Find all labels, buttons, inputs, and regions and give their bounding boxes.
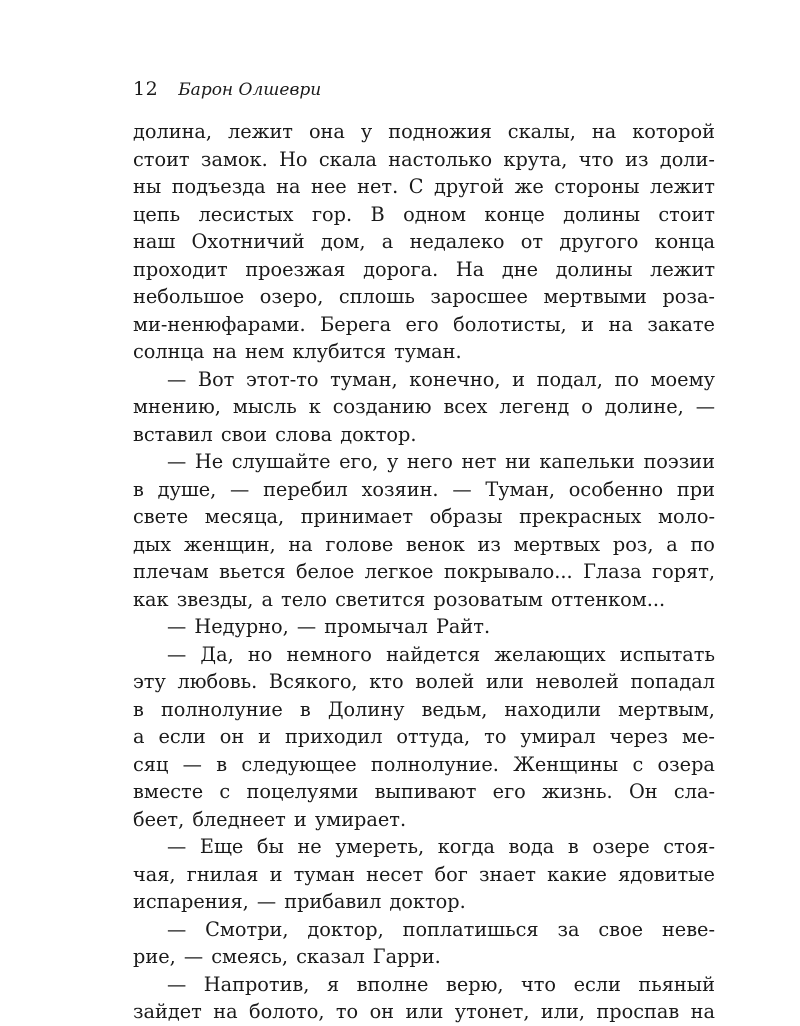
text-line: — Да, но немного найдется желающих испытать	[167, 642, 715, 666]
text-line: плечам вьется белое легкое покрывало... Глаза горят,	[133, 560, 715, 583]
text-line: — Смотри, доктор, поплатишься за свое неве-	[167, 917, 715, 941]
text-line: свете месяца, принимает образы прекрасных моло-	[133, 505, 715, 528]
text-line: — Еще бы не умереть, когда вода в озере стоя-	[167, 835, 715, 858]
text-line: — Вот этот-то туман, конечно, и подал, по моему	[167, 367, 715, 391]
text-line: — Напротив, я вполне верю, что если пьяный	[167, 972, 715, 996]
text-line: вместе с поцелуями выпивают его жизнь. Он сла-	[133, 780, 715, 803]
page-number: 12	[133, 78, 159, 100]
book-title: Барон Олшеври	[178, 80, 322, 100]
text-line: в душе, — перебил хозяин. — Туман, особенно при	[133, 477, 715, 501]
text-line: вставил свои слова доктор.	[133, 422, 417, 446]
text-line: рие, — смеясь, сказал Гарри.	[133, 945, 441, 968]
text-line: — Недурно, — промычал Райт.	[167, 615, 491, 638]
text-line: а если он и приходил оттуда, то умирал через ме-	[133, 725, 715, 748]
text-line: небольшое озеро, сплошь заросшее мертвыми роза-	[133, 285, 715, 308]
text-line: сяц — в следующее полнолуние. Женщины с озера	[133, 752, 715, 776]
text-line: стоит замок. Но скала настолько крута, что из доли-	[133, 147, 715, 171]
text-line: солнца на нем клубится туман.	[133, 340, 462, 363]
text-line: долина, лежит она у подножия скалы, на которой	[133, 120, 715, 143]
text-line: как звезды, а тело светится розоватым оттенком...	[133, 587, 666, 611]
text-line: беет, бледнеет и умирает.	[133, 807, 407, 831]
text-line: зайдет на болото, то он или утонет, или, проспав на	[133, 1000, 715, 1023]
text-line: наш Охотничий дом, а недалеко от другого конца	[133, 230, 715, 253]
running-head	[133, 78, 321, 104]
text-line: дых женщин, на голове венок из мертвых роз, а по	[133, 532, 715, 556]
text-line: в полнолуние в Долину ведьм, находили мертвым,	[133, 697, 715, 721]
text-line: испарения, — прибавил доктор.	[133, 890, 466, 913]
text-line: цепь лесистых гор. В одном конце долины стоит	[133, 202, 715, 226]
body-text	[133, 118, 715, 1026]
text-line: чая, гнилая и туман несет бог знает какие ядовитые	[133, 862, 715, 886]
text-line: эту любовь. Всякого, кто волей или неволей попадал	[133, 670, 715, 693]
text-line: проходит проезжая дорога. На дне долины лежит	[133, 257, 715, 281]
text-line: мнению, мысль к созданию всех легенд о долине, —	[133, 395, 715, 418]
text-line: ны подъезда на нее нет. С другой же стороны лежит	[133, 175, 715, 198]
text-line: — Не слушайте его, у него нет ни капельки поэзии	[167, 450, 715, 473]
text-line: ми-ненюфарами. Берега его болотисты, и на закате	[133, 312, 715, 336]
